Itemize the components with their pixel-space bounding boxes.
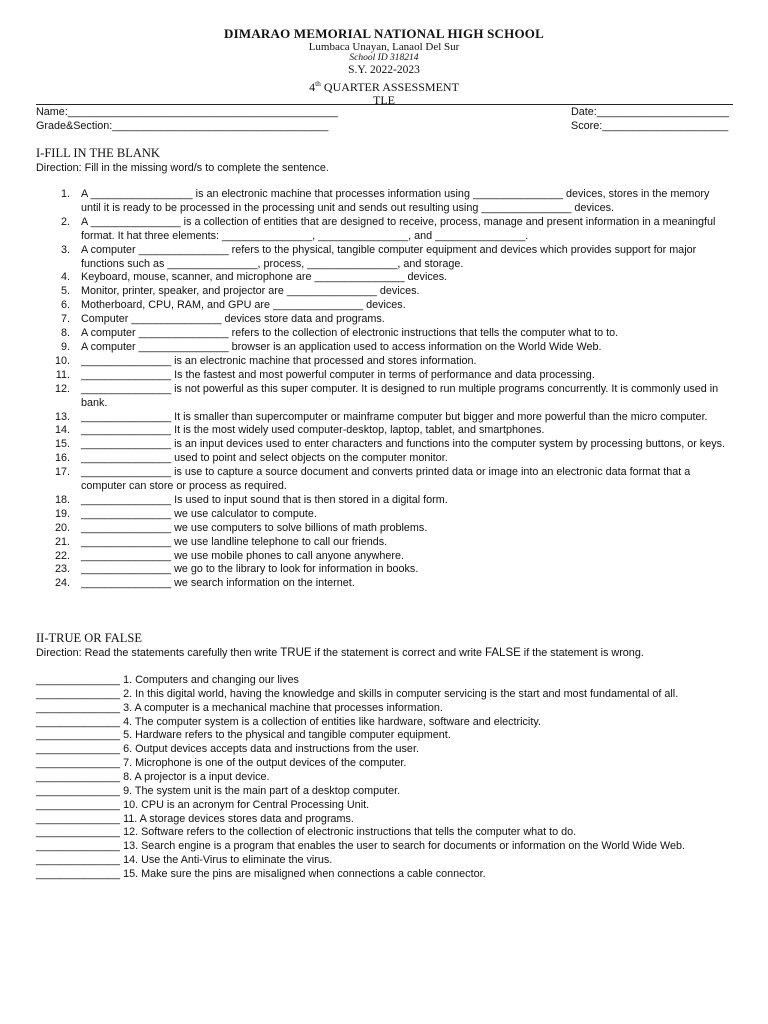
item-text: A computer _______________ browser is an application used to access information on the World Wide Web. xyxy=(81,340,602,353)
false-keyword: FALSE xyxy=(484,647,521,659)
true-false-item: ______________ 2. In this digital world, having the knowledge and skills in computer servicing is the start and most fundamental of all. xyxy=(36,687,679,700)
fill-item xyxy=(0,355,728,369)
item-number: 24. xyxy=(54,577,70,590)
true-false-item: ______________ 3. A computer is a mechanical machine that processes information. xyxy=(36,701,443,714)
part2-direction xyxy=(36,647,644,659)
fill-item xyxy=(0,522,728,536)
school-address: Lumbaca Unayan, Lanaol Del Sur xyxy=(308,41,460,53)
item-text: _______________ is an electronic machine that processed and stores information. xyxy=(81,354,477,367)
fill-item xyxy=(0,494,728,508)
fill-in-the-blank-list xyxy=(0,188,768,591)
item-number: 23. xyxy=(54,563,70,576)
direction-text-c: if the statement is wrong. xyxy=(520,647,644,659)
item-number: 11. xyxy=(55,368,70,381)
fill-item xyxy=(0,327,728,341)
fill-item xyxy=(0,508,728,522)
fill-item xyxy=(0,341,728,355)
item-number: 15. xyxy=(54,438,70,451)
school-id: School ID 318214 xyxy=(349,53,419,63)
school-year: S.Y. 2022-2023 xyxy=(348,64,420,76)
true-keyword: TRUE xyxy=(280,647,312,659)
item-text: A _________________ is an electronic machine that processes information using _______________ devices, stores in the memory until it is ready to be processed in the processing unit and sends out resulting using _______________ devices. xyxy=(81,188,710,214)
document-header xyxy=(0,26,768,107)
true-or-false-list xyxy=(36,674,685,882)
item-number: 1. xyxy=(60,188,70,200)
date-field: Date:______________________ xyxy=(571,106,729,118)
item-text: _______________ we use landline telephone to call our friends. xyxy=(81,535,388,548)
item-text: Computer _______________ devices store data and programs. xyxy=(81,313,385,326)
true-false-item: ______________ 13. Search engine is a program that enables the user to search for documents or information on the World Wide Web. xyxy=(36,840,686,853)
true-false-item: ______________ 15. Make sure the pins are misaligned when connections a cable connector. xyxy=(36,868,486,881)
true-false-item: ______________ 10. CPU is an acronym for Central Processing Unit. xyxy=(36,798,370,811)
fill-item xyxy=(0,452,728,466)
fill-item xyxy=(0,438,728,452)
item-text: _______________ is use to capture a source document and converts printed data or image into an electronic data format that a computer can store or process as required. xyxy=(81,466,691,493)
grade-section-field: Grade&Section:____________________________________ xyxy=(36,120,329,132)
true-false-item: ______________ 5. Hardware refers to the physical and tangible computer equipment. xyxy=(36,729,451,742)
item-text: Motherboard, CPU, RAM, and GPU are _______________ devices. xyxy=(81,299,406,312)
fill-item xyxy=(0,466,728,494)
item-text: _______________ we go to the library to look for information in books. xyxy=(81,563,419,576)
item-text: _______________ we use calculator to compute. xyxy=(81,507,317,520)
item-text: _______________ It is smaller than supercomputer or mainframe computer but bigger and more powerful than the micro computer. xyxy=(81,410,708,423)
assessment-title xyxy=(0,77,768,94)
name-field: Name:_____________________________________________ xyxy=(36,106,339,118)
item-number: 9. xyxy=(60,340,70,353)
header-divider xyxy=(36,104,733,105)
fill-item xyxy=(0,285,728,299)
true-false-item: ______________ 14. Use the Anti-Virus to eliminate the virus. xyxy=(36,854,333,867)
fill-item xyxy=(0,536,728,550)
item-text: _______________ It is the most widely used computer-desktop, laptop, tablet, and smartphones. xyxy=(81,424,545,437)
item-number: 5. xyxy=(60,285,70,298)
item-number: 3. xyxy=(60,243,70,256)
item-text: _______________ is not powerful as this super computer. It is designed to run multiple programs concurrently. It is commonly used in bank. xyxy=(81,382,719,409)
item-number: 4. xyxy=(60,271,70,284)
assessment-label: QUARTER ASSESSMENT xyxy=(320,80,459,94)
true-false-item: ______________ 9. The system unit is the main part of a desktop computer. xyxy=(36,784,401,797)
fill-item xyxy=(0,369,728,383)
item-number: 12. xyxy=(54,382,70,395)
subject-title: TLE xyxy=(373,93,395,107)
true-false-item: ______________ 1. Computers and changing our lives xyxy=(36,674,299,686)
assessment-number: 4 xyxy=(309,80,316,94)
item-text: A _______________ is a collection of entities that are designed to receive, process, manage and present information in a meaningful format. It hat three elements: _______________, _______________, and _______________. xyxy=(81,215,716,242)
item-number: 2. xyxy=(60,215,70,228)
school-name: DIMARAO MEMORIAL NATIONAL HIGH SCHOOL xyxy=(224,26,544,41)
fill-item xyxy=(0,216,728,244)
item-number: 8. xyxy=(60,327,70,340)
item-number: 7. xyxy=(60,313,70,326)
part1-direction: Direction: Fill in the missing word/s to complete the sentence. xyxy=(36,162,329,174)
item-number: 13. xyxy=(54,410,70,423)
item-text: A computer _______________ refers to the collection of electronic instructions that tells the computer what to to. xyxy=(81,327,619,340)
part1-title: I-FILL IN THE BLANK xyxy=(36,146,160,160)
fill-item xyxy=(0,313,728,327)
item-text: Monitor, printer, speaker, and projector are _______________ devices. xyxy=(81,285,420,298)
direction-text-a: Direction: Read the statements carefully then write xyxy=(36,647,281,659)
fill-item xyxy=(0,563,728,577)
true-false-item: ______________ 6. Output devices accepts data and instructions from the user. xyxy=(36,743,419,756)
item-text: _______________ we use mobile phones to call anyone anywhere. xyxy=(81,549,404,562)
item-number: 6. xyxy=(60,299,70,312)
true-false-item: ______________ 11. A storage devices stores data and programs. xyxy=(36,812,354,825)
score-field: Score:_____________________ xyxy=(571,120,729,132)
fill-item xyxy=(0,577,728,591)
item-number: 10. xyxy=(54,354,70,367)
fill-item xyxy=(0,411,728,425)
true-false-item: ______________ 12. Software refers to the collection of electronic instructions that tells the computer what to do. xyxy=(36,826,577,839)
true-false-item: ______________ 8. A projector is a input device. xyxy=(36,771,270,784)
item-text: _______________ is an input devices used to enter characters and functions into the computer system by processing buttons, or keys. xyxy=(81,438,726,451)
item-text: _______________ Is the fastest and most powerful computer in terms of performance and data processing. xyxy=(81,368,595,381)
item-text: _______________ we use computers to solve billions of math problems. xyxy=(81,521,428,534)
item-number: 19. xyxy=(54,507,70,520)
item-number: 14. xyxy=(54,424,70,437)
fill-item xyxy=(0,424,728,438)
item-text: A computer _______________ refers to the physical, tangible computer equipment and devices which provides support for major functions such as _______________, process, _______________, and storage. xyxy=(81,243,697,270)
item-number: 17. xyxy=(54,466,70,479)
item-text: _______________ used to point and select objects on the computer monitor. xyxy=(81,452,448,465)
item-number: 20. xyxy=(54,521,70,534)
item-number: 18. xyxy=(54,493,70,506)
item-number: 21. xyxy=(54,535,70,548)
fill-item xyxy=(0,550,728,564)
true-false-item: ______________ 4. The computer system is a collection of entities like hardware, software and electricity. xyxy=(36,715,541,728)
item-text: Keyboard, mouse, scanner, and microphone are _______________ devices. xyxy=(81,271,448,284)
fill-item xyxy=(0,299,728,313)
fill-item xyxy=(0,244,728,272)
fill-item xyxy=(0,188,728,216)
part2-title: II-TRUE OR FALSE xyxy=(36,631,143,645)
assessment-ordinal: th xyxy=(315,79,321,88)
true-false-item: ______________ 7. Microphone is one of the output devices of the computer. xyxy=(36,757,407,770)
item-number: 16. xyxy=(54,452,70,465)
item-text: _______________ Is used to input sound that is then stored in a digital form. xyxy=(81,493,448,506)
fill-item xyxy=(0,383,728,411)
direction-text-b: if the statement is correct and write xyxy=(311,647,485,659)
item-number: 22. xyxy=(54,549,70,562)
item-text: _______________ we search information on the internet. xyxy=(81,577,355,590)
fill-item xyxy=(0,271,728,285)
